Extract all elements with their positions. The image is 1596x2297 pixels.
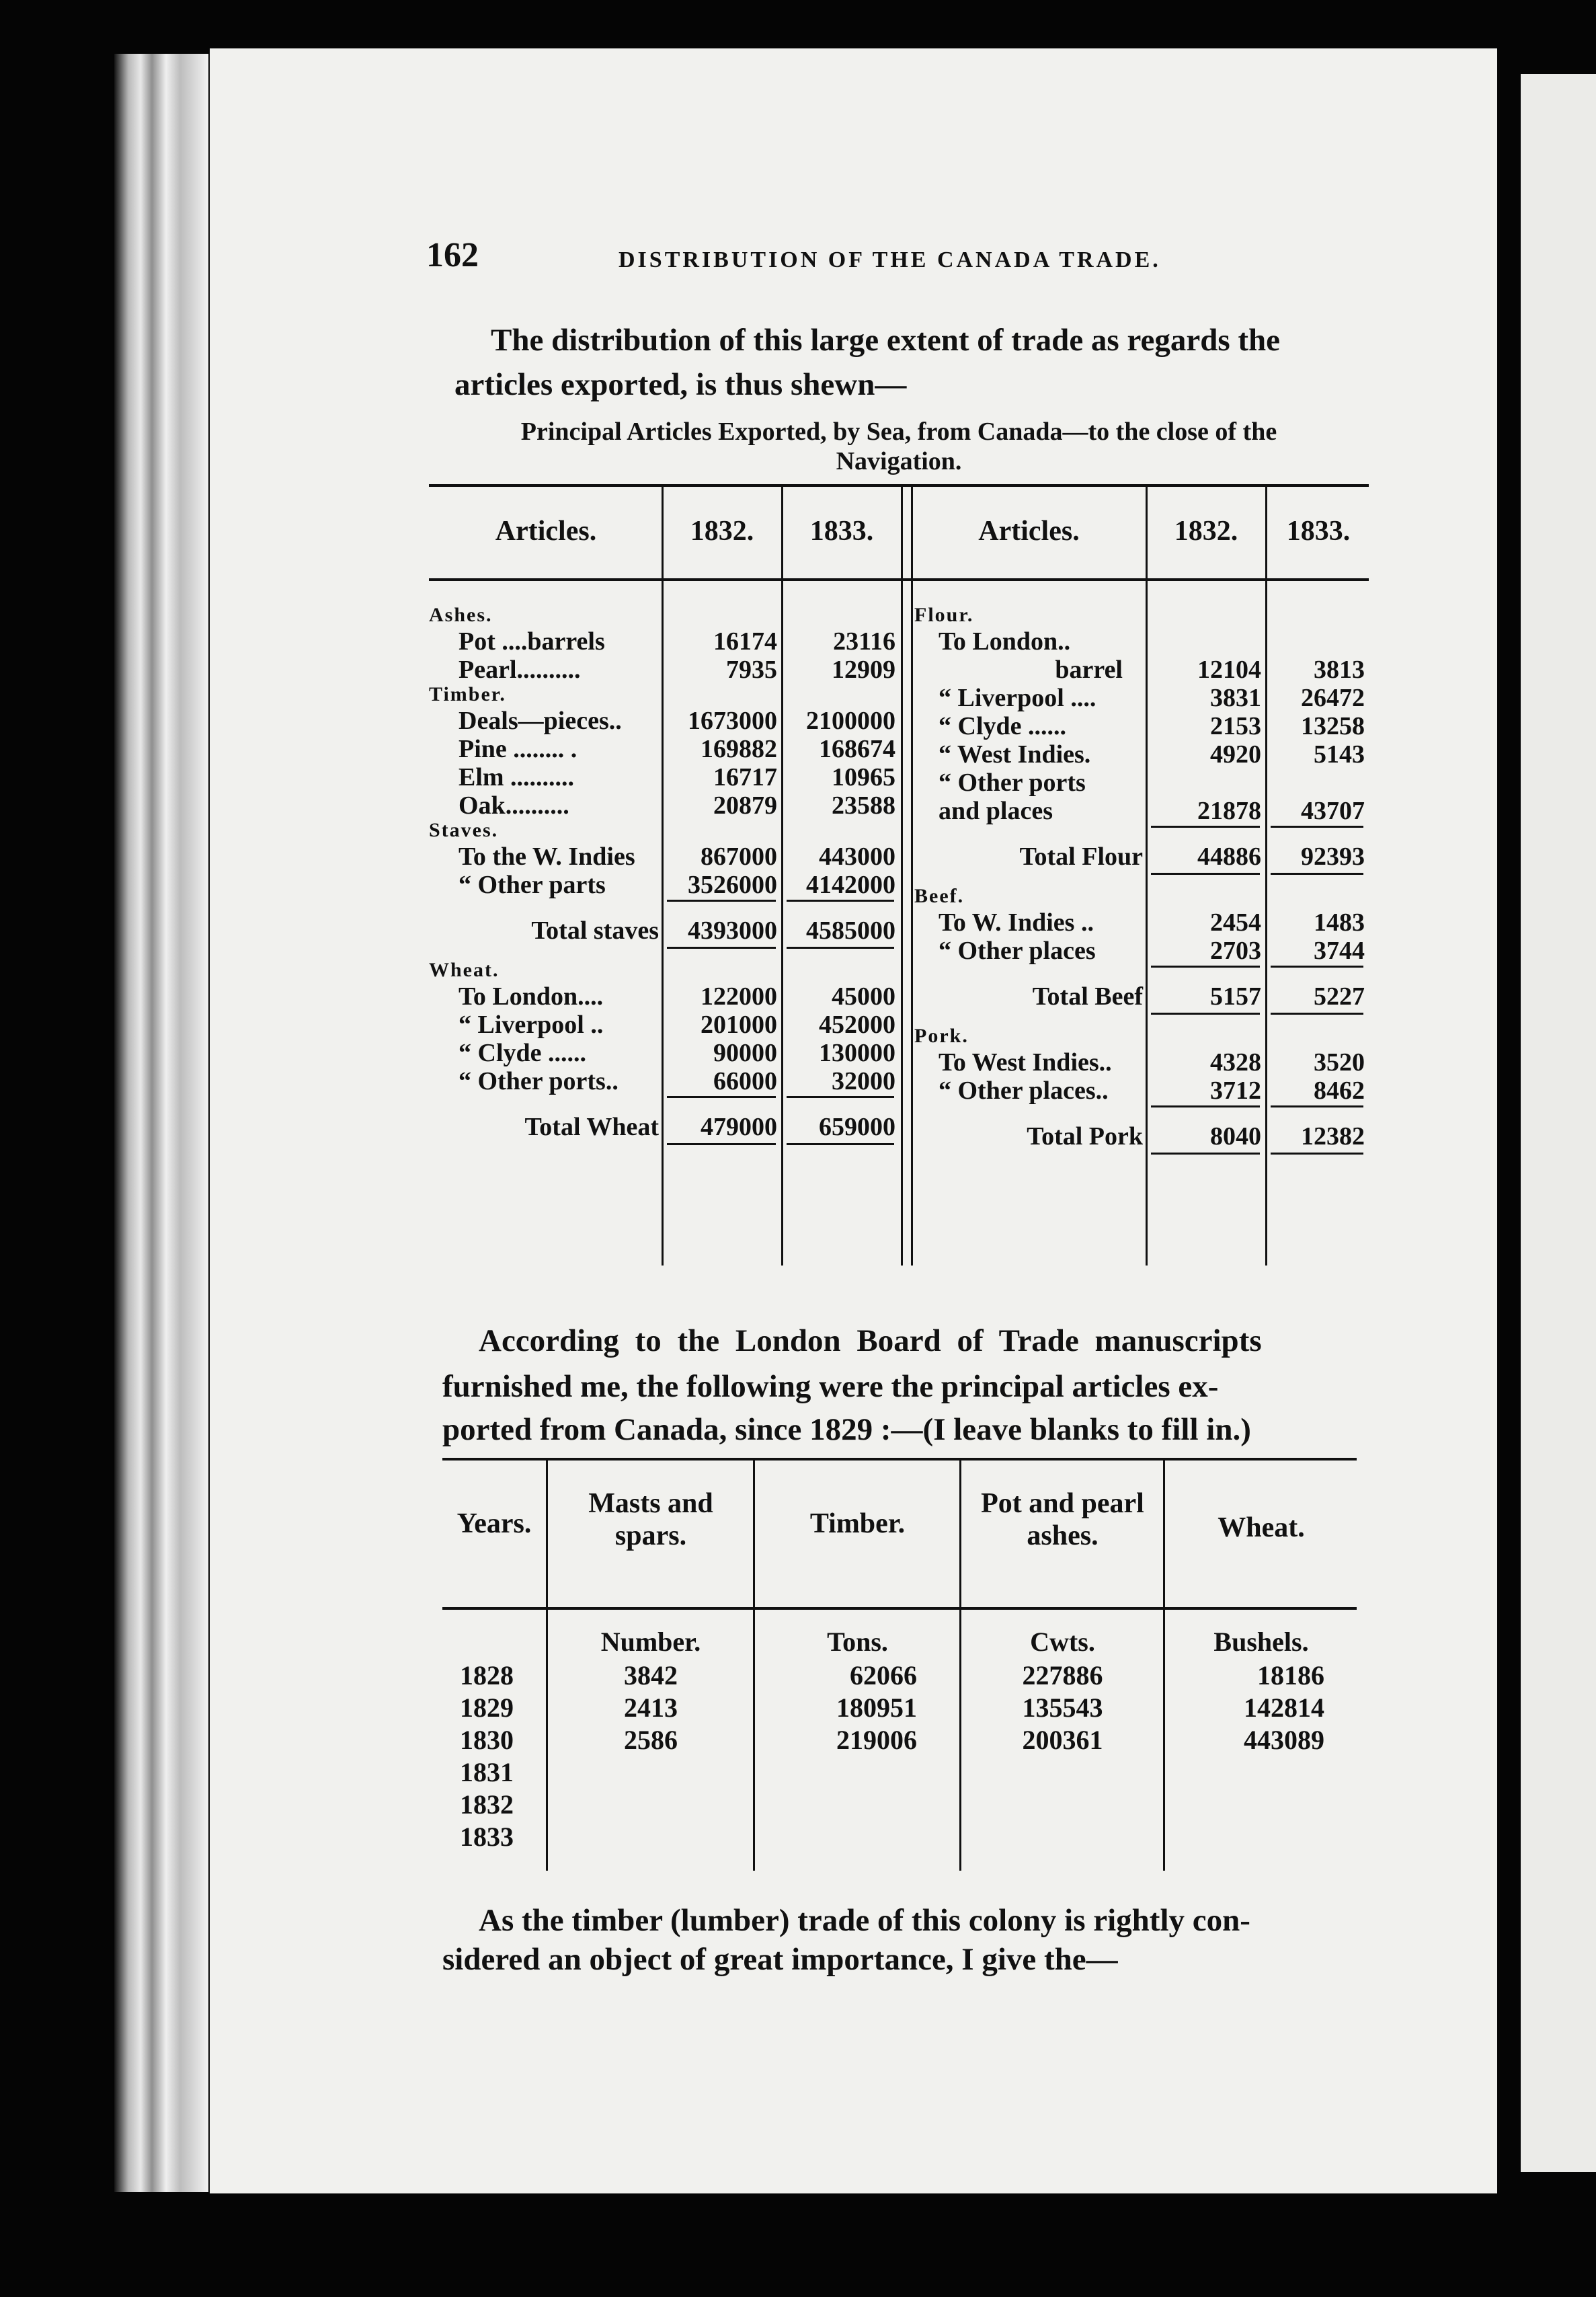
book-spine bbox=[114, 54, 208, 2192]
value-1832: 12104 bbox=[1197, 656, 1261, 684]
table1-col-rule bbox=[662, 487, 664, 1266]
total-rule bbox=[1151, 1013, 1260, 1015]
table1-caption bbox=[438, 417, 1359, 476]
table2-timber-header: Timber. bbox=[809, 1508, 906, 1539]
value-1833: 23588 bbox=[832, 791, 895, 820]
table2-masts: 3842 bbox=[624, 1660, 678, 1690]
table-row-label: Elm .......... bbox=[458, 763, 575, 791]
table2-ashes-header: Pot and pearl ashes. bbox=[981, 1488, 1144, 1551]
table2-wheat: 18186 bbox=[1257, 1660, 1324, 1690]
value-1833: 92393 bbox=[1301, 843, 1365, 871]
value-1832: 7935 bbox=[726, 656, 777, 684]
value-1832: 201000 bbox=[701, 1011, 777, 1039]
table-row-label: Pearl.......... bbox=[458, 656, 581, 684]
value-1832: 5157 bbox=[1210, 982, 1261, 1011]
value-1833: 3520 bbox=[1314, 1048, 1365, 1077]
value-1833: 5143 bbox=[1314, 740, 1365, 769]
table2-col-rule bbox=[753, 1461, 755, 1871]
table2-wheat: 443089 bbox=[1244, 1725, 1324, 1755]
total-rule bbox=[667, 947, 776, 949]
value-1833: 32000 bbox=[832, 1067, 895, 1095]
table-row-label: Total Wheat bbox=[524, 1113, 659, 1141]
total-rule bbox=[1271, 1013, 1363, 1015]
table1-right-articles-header: Articles. bbox=[978, 516, 1080, 547]
table1-col-rule bbox=[1146, 487, 1148, 1266]
table-row-label: “ Clyde ...... bbox=[939, 712, 1066, 740]
table1-caption-line-1: Principal Articles Exported, by Sea, from Canada—to the close of the bbox=[520, 418, 1277, 446]
total-rule bbox=[787, 1096, 894, 1098]
table2-col-rule bbox=[1163, 1461, 1165, 1871]
table1-right-1832-header: 1832. bbox=[1174, 516, 1238, 547]
total-rule bbox=[1151, 966, 1260, 968]
table2-ashes: 227886 bbox=[1022, 1660, 1103, 1690]
table1-left-articles-header: Articles. bbox=[495, 516, 597, 547]
table-row-label: Total Flour bbox=[1019, 843, 1143, 871]
value-1832: 16717 bbox=[713, 763, 777, 791]
value-1832: 90000 bbox=[713, 1039, 777, 1067]
value-1833: 4585000 bbox=[806, 917, 895, 945]
table2-years-header: Years. bbox=[456, 1508, 532, 1539]
total-rule bbox=[1151, 1105, 1260, 1107]
table-row-label: Deals—pieces.. bbox=[458, 707, 622, 735]
value-1832: 2153 bbox=[1210, 712, 1261, 740]
value-1832: 4328 bbox=[1210, 1048, 1261, 1077]
value-1833: 43707 bbox=[1301, 797, 1365, 825]
table2-header-rule bbox=[442, 1607, 1357, 1610]
value-1832: 479000 bbox=[701, 1113, 777, 1141]
table1-header-rule bbox=[429, 578, 1369, 581]
table-row-label: “ Other ports.. bbox=[458, 1067, 619, 1095]
table2-year: 1833 bbox=[460, 1822, 514, 1852]
table2-ashes: 200361 bbox=[1022, 1725, 1103, 1755]
facing-page-edge bbox=[1521, 74, 1596, 2172]
table-row-label: Total Beef bbox=[1032, 982, 1143, 1011]
total-rule bbox=[1271, 1153, 1363, 1155]
table-row-label: To London.. bbox=[939, 627, 1071, 656]
table2-year: 1832 bbox=[460, 1789, 514, 1820]
para2-line-2: furnished me, the following were the principal articles ex- bbox=[442, 1369, 1219, 1404]
total-rule bbox=[1151, 873, 1260, 875]
table2-timber: 219006 bbox=[836, 1725, 917, 1755]
table-row-label: and places bbox=[939, 797, 1053, 825]
section-heading: Staves. bbox=[429, 819, 499, 841]
value-1833: 12909 bbox=[832, 656, 895, 684]
table-row-label: “ Liverpool .. bbox=[458, 1011, 604, 1039]
table2-year: 1829 bbox=[460, 1692, 514, 1723]
table2-timber: 180951 bbox=[836, 1692, 917, 1723]
value-1832: 122000 bbox=[701, 982, 777, 1011]
value-1832: 169882 bbox=[701, 735, 777, 763]
table1-col-rule bbox=[901, 487, 903, 1266]
table-row-label: Oak.......... bbox=[458, 791, 569, 820]
table-row-label: “ Other places bbox=[939, 937, 1096, 965]
value-1832: 4393000 bbox=[688, 917, 777, 945]
table2-year: 1830 bbox=[460, 1725, 514, 1755]
table-row-label: barrel bbox=[1055, 656, 1123, 684]
table1-col-rule bbox=[911, 487, 913, 1266]
para2-line-3: ported from Canada, since 1829 :—(I leave blanks to fill in.) bbox=[442, 1412, 1251, 1447]
table2-ashes: 135543 bbox=[1022, 1692, 1103, 1723]
section-heading: Pork. bbox=[914, 1025, 969, 1047]
value-1832: 8040 bbox=[1210, 1122, 1261, 1151]
value-1833: 26472 bbox=[1301, 684, 1365, 712]
table-row-label: “ Liverpool .... bbox=[939, 684, 1096, 712]
total-rule bbox=[1271, 826, 1363, 828]
value-1833: 659000 bbox=[819, 1113, 895, 1141]
table-row-label: To London.... bbox=[458, 982, 604, 1011]
value-1833: 2100000 bbox=[806, 707, 895, 735]
table-row-label: “ West Indies. bbox=[939, 740, 1091, 769]
table2-unit-wheat: Bushels. bbox=[1213, 1627, 1309, 1657]
page-number: 162 bbox=[426, 236, 479, 274]
table-row-label: Pot ....barrels bbox=[458, 627, 605, 656]
total-rule bbox=[787, 947, 894, 949]
section-heading: Beef. bbox=[914, 885, 965, 907]
value-1833: 130000 bbox=[819, 1039, 895, 1067]
table1-left-1833-header: 1833. bbox=[809, 516, 874, 547]
table2-masts: 2413 bbox=[624, 1692, 678, 1723]
value-1832: 3712 bbox=[1210, 1077, 1261, 1105]
value-1833: 3813 bbox=[1314, 656, 1365, 684]
table2-timber: 62066 bbox=[850, 1660, 917, 1690]
total-rule bbox=[787, 900, 894, 902]
table2-year: 1828 bbox=[460, 1660, 514, 1690]
value-1833: 168674 bbox=[819, 735, 895, 763]
book-page bbox=[210, 48, 1497, 2193]
value-1833: 4142000 bbox=[806, 871, 895, 899]
table1-caption-line-2: Navigation. bbox=[836, 447, 962, 475]
table-row-label: Pine ........ . bbox=[458, 735, 577, 763]
section-heading: Ashes. bbox=[429, 604, 493, 626]
value-1832: 4920 bbox=[1210, 740, 1261, 769]
value-1833: 443000 bbox=[819, 843, 895, 871]
total-rule bbox=[1271, 966, 1363, 968]
para3-line-1: As the timber (lumber) trade of this colony is rightly con- bbox=[479, 1903, 1250, 1938]
running-title: DISTRIBUTION OF THE CANADA TRADE. bbox=[619, 247, 1161, 272]
total-rule bbox=[787, 1143, 894, 1145]
value-1832: 3526000 bbox=[688, 871, 777, 899]
value-1832: 2454 bbox=[1210, 908, 1261, 937]
section-heading: Wheat. bbox=[429, 959, 500, 981]
table2-masts: 2586 bbox=[624, 1725, 678, 1755]
table-row-label: To the W. Indies bbox=[458, 843, 635, 871]
table2-top-rule bbox=[442, 1458, 1357, 1461]
value-1833: 12382 bbox=[1301, 1122, 1365, 1151]
value-1832: 3831 bbox=[1210, 684, 1261, 712]
value-1833: 5227 bbox=[1314, 982, 1365, 1011]
table2-unit-masts: Number. bbox=[600, 1627, 701, 1657]
value-1833: 3744 bbox=[1314, 937, 1365, 965]
table-row-label: “ Other ports bbox=[939, 769, 1086, 797]
value-1833: 10965 bbox=[832, 763, 895, 791]
value-1832: 16174 bbox=[713, 627, 777, 656]
table-row-label: Total staves bbox=[531, 917, 659, 945]
value-1832: 20879 bbox=[713, 791, 777, 820]
table-row-label: “ Clyde ...... bbox=[458, 1039, 586, 1067]
table1-left-1832-header: 1832. bbox=[690, 516, 754, 547]
total-rule bbox=[1151, 826, 1260, 828]
value-1833: 1483 bbox=[1314, 908, 1365, 937]
total-rule bbox=[667, 1096, 776, 1098]
para3-line-2: sidered an object of great importance, I give the— bbox=[442, 1942, 1118, 1977]
value-1832: 1673000 bbox=[688, 707, 777, 735]
table2-wheat-header: Wheat. bbox=[1218, 1512, 1305, 1543]
table-row-label: “ Other parts bbox=[458, 871, 606, 899]
total-rule bbox=[667, 1143, 776, 1145]
section-heading: Flour. bbox=[914, 604, 974, 626]
table2-unit-timber: Tons. bbox=[827, 1627, 888, 1657]
table-row-label: Total Pork bbox=[1027, 1122, 1143, 1151]
table2-unit-ashes: Cwts. bbox=[1030, 1627, 1095, 1657]
value-1832: 66000 bbox=[713, 1067, 777, 1095]
table2-col-rule bbox=[546, 1461, 548, 1871]
intro-line-1: The distribution of this large extent of trade as regards the bbox=[491, 323, 1281, 358]
value-1833: 45000 bbox=[832, 982, 895, 1011]
table1-right-1833-header: 1833. bbox=[1286, 516, 1351, 547]
total-rule bbox=[1271, 1105, 1363, 1107]
total-rule bbox=[667, 900, 776, 902]
table-row-label: To W. Indies .. bbox=[939, 908, 1094, 937]
table2-year: 1831 bbox=[460, 1757, 514, 1787]
table1-col-rule bbox=[781, 487, 783, 1266]
value-1832: 44886 bbox=[1197, 843, 1261, 871]
table2-wheat: 142814 bbox=[1244, 1692, 1324, 1723]
value-1832: 867000 bbox=[701, 843, 777, 871]
value-1833: 23116 bbox=[833, 627, 895, 656]
table-row-label: “ Other places.. bbox=[939, 1077, 1109, 1105]
table-row-label: To West Indies.. bbox=[939, 1048, 1112, 1077]
total-rule bbox=[1151, 1153, 1260, 1155]
value-1832: 2703 bbox=[1210, 937, 1261, 965]
value-1833: 13258 bbox=[1301, 712, 1365, 740]
table1-col-rule bbox=[1265, 487, 1267, 1266]
value-1832: 21878 bbox=[1197, 797, 1261, 825]
table1-top-rule bbox=[429, 484, 1369, 487]
table2-masts-header: Masts and spars. bbox=[588, 1488, 713, 1551]
table2-col-rule bbox=[959, 1461, 961, 1871]
section-heading: Timber. bbox=[429, 683, 506, 705]
value-1833: 452000 bbox=[819, 1011, 895, 1039]
intro-line-2: articles exported, is thus shewn— bbox=[454, 367, 907, 402]
value-1833: 8462 bbox=[1314, 1077, 1365, 1105]
total-rule bbox=[1271, 873, 1363, 875]
para2-line-1: According to the London Board of Trade manuscripts bbox=[479, 1323, 1262, 1358]
